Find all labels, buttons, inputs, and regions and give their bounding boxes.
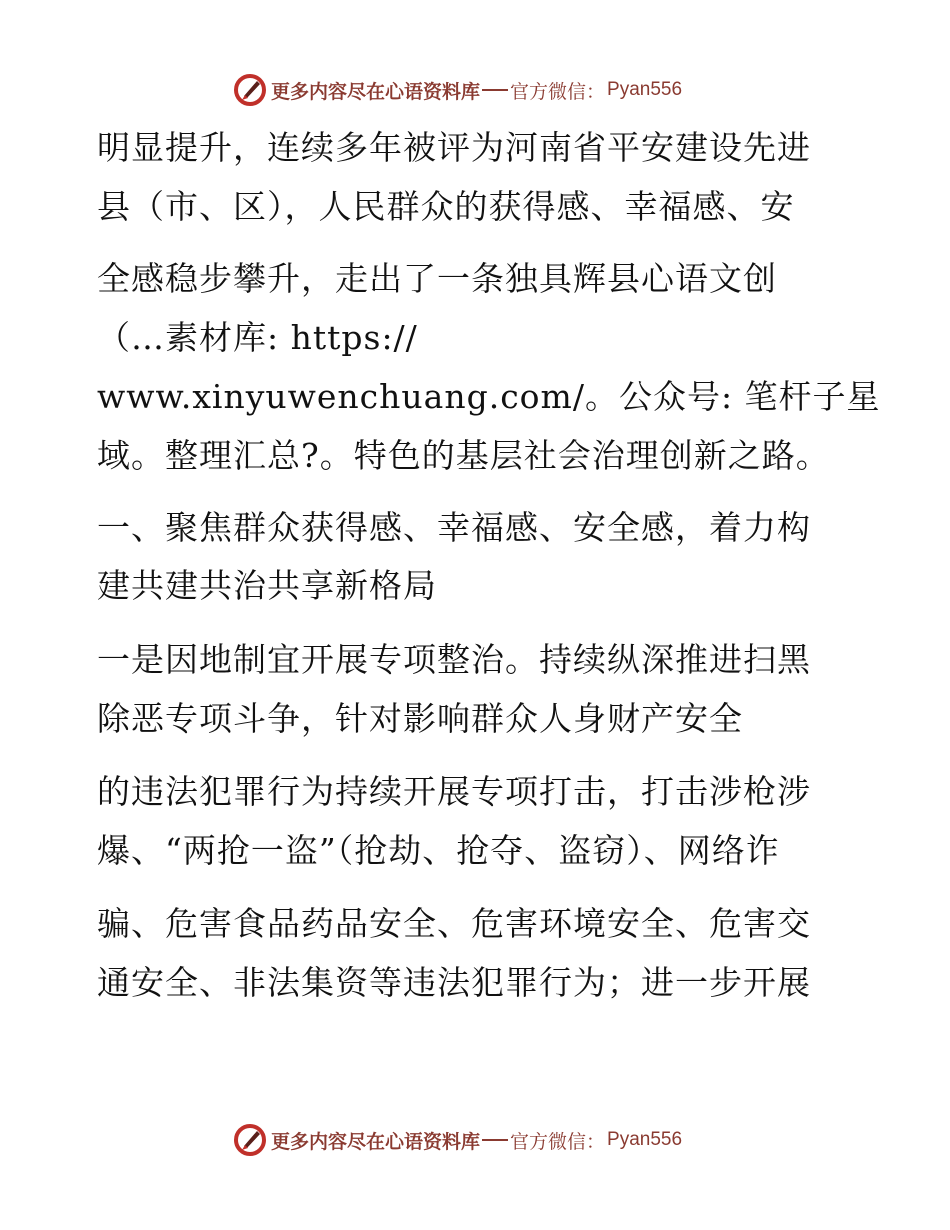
banner-subtitle: 官方微信： — [510, 80, 606, 103]
brush-logo-icon — [233, 73, 267, 107]
body-line: 除恶专项斗争，针对影响群众人身财产安全 — [97, 699, 743, 738]
body-line: 域。整理汇总?。特色的基层社会治理创新之路。 — [97, 436, 830, 475]
body-line: 骗、危害食品药品安全、危害环境安全、危害交 — [97, 904, 811, 943]
body-line: （…素材库: https:// — [97, 318, 418, 357]
body-line: 通安全、非法集资等违法犯罪行为；进一步开展 — [97, 963, 811, 1002]
footer-banner — [233, 1120, 682, 1160]
body-line: 爆、“两抢一盗”（抢劫、抢夺、盗窃）、网络诈 — [97, 831, 780, 870]
body-line: 全感稳步攀升，走出了一条独具辉县心语文创 — [97, 259, 777, 298]
brush-logo-icon — [233, 1123, 267, 1157]
banner-title: 更多内容尽在心语资料库 — [271, 80, 481, 103]
header-banner — [233, 70, 682, 110]
banner-wechat-id: Pyan556 — [607, 79, 683, 100]
banner-subtitle: 官方微信： — [510, 1130, 606, 1153]
body-line: 的违法犯罪行为持续开展专项打击，打击涉枪涉 — [97, 772, 811, 811]
body-line: 明显提升，连续多年被评为河南省平安建设先进 — [97, 128, 811, 167]
body-line: 县（市、区），人民群众的获得感、幸福感、安 — [97, 187, 795, 226]
body-line: 一是因地制宜开展专项整治。持续纵深推进扫黑 — [97, 640, 811, 679]
banner-dash — [482, 89, 508, 91]
body-line: 一、聚焦群众获得感、幸福感、安全感，着力构 — [97, 508, 811, 547]
body-line: 建共建共治共享新格局 — [97, 566, 437, 605]
banner-title: 更多内容尽在心语资料库 — [271, 1130, 481, 1153]
banner-dash — [482, 1139, 508, 1141]
banner-wechat-id: Pyan556 — [607, 1129, 683, 1150]
body-line: www.xinyuwenchuang.com/。公众号: 笔杆子星 — [97, 377, 881, 416]
